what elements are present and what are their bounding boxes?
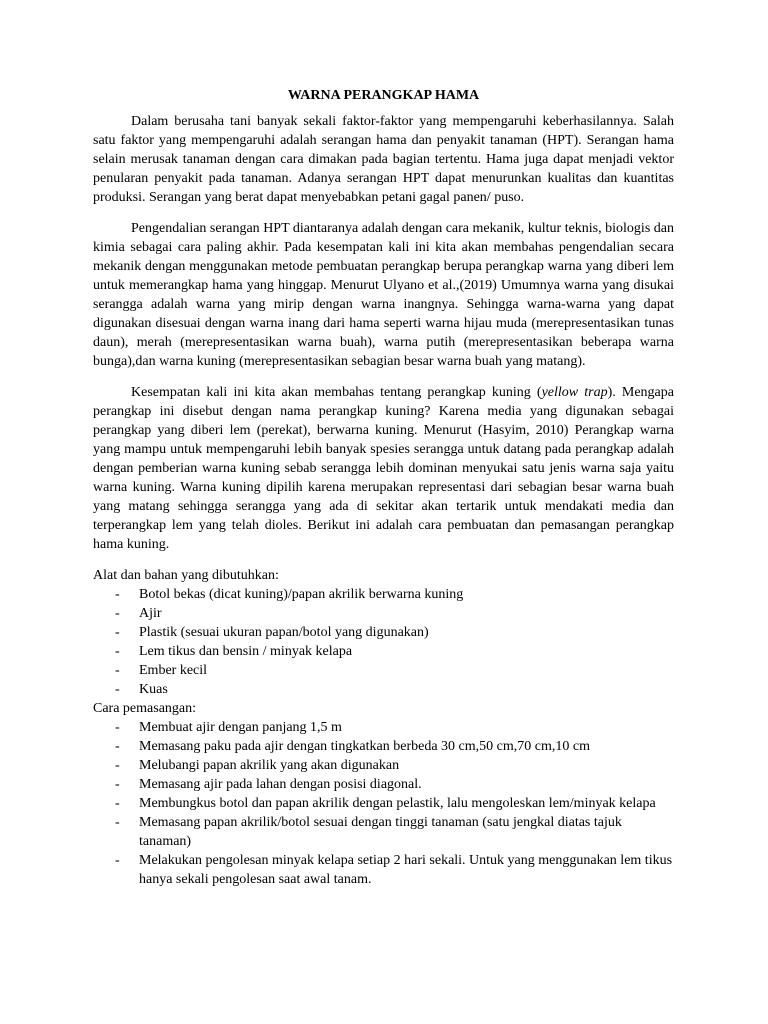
steps-list — [93, 718, 674, 889]
yellow-trap-term: yellow trap — [541, 385, 608, 400]
list-item — [93, 756, 674, 775]
list-item — [93, 661, 674, 680]
list-item-text: Botol bekas (dicat kuning)/papan akrilik berwarna kuning — [139, 587, 464, 602]
tools-label: Alat dan bahan yang dibutuhkan: — [93, 568, 279, 583]
list-marker: - — [115, 815, 120, 830]
list-item — [93, 737, 674, 756]
list-marker: - — [115, 663, 120, 678]
list-marker: - — [115, 682, 120, 697]
list-item-text: Membuat ajir dengan panjang 1,5 m — [139, 720, 342, 735]
list-item-text: Memasang papan akrilik/botol sesuai dengan tinggi tanaman (satu jengkal diatas tajuk tanaman) — [139, 815, 622, 849]
list-item — [93, 718, 674, 737]
list-marker: - — [115, 777, 120, 792]
list-item-text: Melubangi papan akrilik yang akan digunakan — [139, 758, 400, 773]
paragraph-intro: Dalam berusaha tani banyak sekali faktor-faktor yang mempengaruhi keberhasilannya. Salah satu faktor yang mempengaruhi adalah serangan hama dan penyakit tanaman (HPT). Serangan hama selain merusak tanaman dengan cara dimakan pada bagian tertentu. Hama juga dapat menjadi vektor penularan penyakit pada tanaman. Adanya serangan HPT dapat menurunkan kualitas dan kuantitas produksi. Serangan yang berat dapat menyebabkan petani gagal panen/ puso. — [93, 114, 674, 205]
list-marker: - — [115, 644, 120, 659]
steps-label: Cara pemasangan: — [93, 701, 197, 716]
list-marker: - — [115, 796, 120, 811]
list-item — [93, 794, 674, 813]
list-item-text: Memasang ajir pada lahan dengan posisi diagonal. — [139, 777, 422, 792]
list-item-text: Kuas — [139, 682, 168, 697]
tools-list — [93, 585, 674, 699]
paragraph-yellow-trap-start: Kesempatan kali ini kita akan membahas tentang perangkap kuning ( — [131, 385, 542, 400]
paragraph-yellow-trap-end: ). Mengapa perangkap ini disebut dengan nama perangkap kuning? Karena media yang digunakan sebagai perangkap yang diberi lem (perekat), berwarna kuning. Menurut (Hasyim, 2010) Perangkap warna yang mampu untuk mempengaruhi lebih banyak spesies serangga untuk datang pada perangkap adalah dengan pemberian warna kuning sebab serangga lebih dominan menyukai satu jenis warna saja yaitu warna kuning. Warna kuning dipilih karena merupakan representasi dari sebagian besar warna buah yang matang sehingga serangga yang ada di sekitar akan tertarik untuk mendakati media dan terperangkap lem yang telah dioles. Berikut ini adalah cara pembuatan dan pemasangan perangkap hama kuning. — [93, 385, 674, 552]
list-item-text: Lem tikus dan bensin / minyak kelapa — [139, 644, 353, 659]
list-item-text: Ember kecil — [139, 663, 208, 678]
paragraph-yellow-trap — [93, 383, 674, 554]
list-item — [93, 680, 674, 699]
list-item — [93, 851, 674, 889]
list-item — [93, 623, 674, 642]
list-item — [93, 585, 674, 604]
list-item-text: Plastik (sesuai ukuran papan/botol yang digunakan) — [139, 625, 429, 640]
list-item-text: Melakukan pengolesan minyak kelapa setiap 2 hari sekali. Untuk yang menggunakan lem tikus hanya sekali pengolesan saat awal tanam. — [139, 853, 673, 887]
list-item — [93, 604, 674, 623]
list-marker: - — [115, 587, 120, 602]
list-marker: - — [115, 606, 120, 621]
list-marker: - — [115, 720, 120, 735]
list-marker: - — [115, 758, 120, 773]
list-item — [93, 813, 674, 851]
list-item-text: Ajir — [139, 606, 162, 621]
list-item-text: Memasang paku pada ajir dengan tingkatkan berbeda 30 cm,50 cm,70 cm,10 cm — [139, 739, 590, 754]
list-marker: - — [115, 739, 120, 754]
list-marker: - — [115, 625, 120, 640]
document-title: WARNA PERANGKAP HAMA — [287, 88, 480, 103]
paragraph-control-methods: Pengendalian serangan HPT diantaranya adalah dengan cara mekanik, kultur teknis, biologis dan kimia sebagai cara paling akhir. Pada kesempatan kali ini kita akan membahas pengendalian secara mekanik dengan menggunakan metode pembuatan perangkap berupa perangkap warna yang diberi lem untuk memerangkap hama yang hinggap. Menurut Ulyano et al.,(2019) Umumnya warna yang disukai serangga adalah warna yang mirip dengan warna inangnya. Sehingga warna-warna yang dapat digunakan disesuai dengan warna inang dari hama seperti warna hijau muda (merepresentasikan tunas daun), merah (merepresentasikan warna buah), warna putih (merepresentasikan beberapa warna bunga),dan warna kuning (merepresentasikan sebagian besar warna buah yang matang). — [93, 221, 674, 369]
list-item — [93, 642, 674, 661]
list-item-text: Membungkus botol dan papan akrilik dengan pelastik, lalu mengoleskan lem/minyak kelapa — [139, 796, 656, 811]
list-marker: - — [115, 853, 120, 868]
list-item — [93, 775, 674, 794]
